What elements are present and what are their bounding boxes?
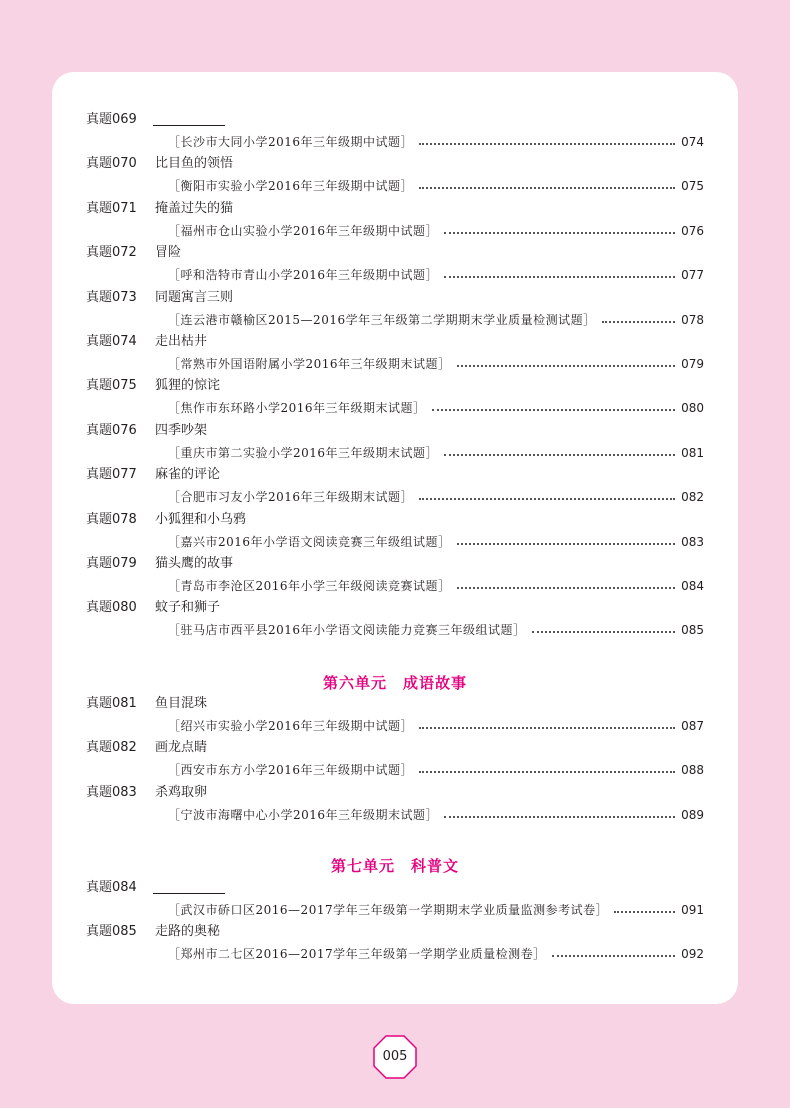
entry-source-line (168, 178, 704, 194)
entry-number: 真题073 (86, 290, 137, 305)
entry-source (168, 946, 546, 962)
bracket-open: ［ (168, 623, 181, 637)
entry-source (168, 762, 413, 778)
bracket-close: ］ (438, 357, 451, 371)
entry-number: 真题082 (86, 740, 137, 755)
bracket-close: ］ (438, 535, 451, 549)
dot-leader (614, 911, 675, 913)
entry-title: 冒险 (155, 245, 182, 260)
dot-leader (457, 543, 676, 545)
title-blank-line (153, 893, 225, 894)
dot-leader (602, 321, 675, 323)
entry-page-number: 074 (681, 135, 704, 149)
dot-leader (444, 816, 675, 818)
entry-number: 真题072 (86, 245, 137, 260)
entry-source (168, 718, 413, 734)
entry-source (168, 902, 608, 918)
dot-leader (552, 955, 675, 957)
source-text: 连云港市赣榆区2015—2016学年三年级第二学期期末学业质量检测试题 (180, 313, 584, 327)
entry-number: 真题083 (86, 785, 137, 800)
source-text: 合肥市习友小学2016年三年级期末试题 (180, 490, 401, 504)
bracket-close: ］ (400, 719, 414, 733)
bracket-open: ［ (168, 224, 181, 238)
dot-leader (419, 771, 675, 773)
bracket-close: ］ (400, 763, 414, 777)
source-text: 常熟市外国语附属小学2016年三年级期末试题 (180, 357, 439, 371)
bracket-close: ］ (425, 224, 439, 238)
entry-source-line (168, 489, 704, 505)
bracket-close: ］ (583, 313, 596, 327)
bracket-open: ［ (168, 446, 181, 460)
entry-page-number: 088 (681, 763, 704, 777)
source-text: 焦作市东环路小学2016年三年级期末试题 (180, 401, 414, 415)
entry-number: 真题075 (86, 378, 137, 393)
entry-source-line (168, 267, 704, 283)
entry-number: 真题070 (86, 156, 137, 171)
entry-page-number: 082 (681, 490, 704, 504)
bracket-open: ［ (168, 268, 181, 282)
title-blank-line (153, 125, 225, 126)
entry-source-line (168, 223, 704, 239)
entry-page-number: 075 (681, 179, 704, 193)
dot-leader (444, 454, 675, 456)
bracket-open: ［ (168, 490, 181, 504)
entry-number: 真题084 (86, 880, 137, 895)
page-number: 005 (382, 1049, 408, 1064)
entry-page-number: 083 (681, 535, 704, 549)
entry-source-line (168, 807, 704, 823)
entry-source-line (168, 902, 704, 918)
entry-title: 狐狸的惊诧 (155, 378, 221, 393)
source-text: 绍兴市实验小学2016年三年级期中试题 (180, 719, 401, 733)
bracket-close: ］ (513, 623, 526, 637)
dot-leader (457, 587, 676, 589)
entry-source-line (168, 622, 704, 638)
entry-source-line (168, 312, 704, 328)
entry-source (168, 400, 426, 416)
bracket-open: ［ (168, 135, 181, 149)
entry-title: 掩盖过失的猫 (155, 201, 234, 216)
unit-name: 成语故事 (403, 674, 468, 692)
entry-source-line (168, 356, 704, 372)
bracket-open: ［ (168, 947, 181, 961)
entry-source-line (168, 718, 704, 734)
dot-leader (457, 365, 676, 367)
bracket-open: ［ (168, 763, 181, 777)
entry-title: 四季吵架 (155, 423, 208, 438)
entry-title: 比目鱼的领悟 (155, 156, 234, 171)
source-text: 呼和浩特市青山小学2016年三年级期中试题 (180, 268, 426, 282)
entry-title: 小狐狸和小乌鸦 (155, 512, 247, 527)
entry-number: 真题074 (86, 334, 137, 349)
entry-source-line (168, 445, 704, 461)
entry-source-line (168, 946, 704, 962)
bracket-close: ］ (400, 490, 414, 504)
source-text: 福州市仓山实验小学2016年三年级期中试题 (180, 224, 426, 238)
entry-source (168, 534, 451, 550)
entry-title: 麻雀的评论 (155, 467, 221, 482)
entry-source (168, 489, 413, 505)
entry-source-line (168, 578, 704, 594)
entry-source-line (168, 534, 704, 550)
source-text: 衡阳市实验小学2016年三年级期中试题 (180, 179, 401, 193)
entry-source (168, 134, 413, 150)
dot-leader (419, 187, 675, 189)
bracket-close: ］ (425, 268, 439, 282)
dot-leader (419, 498, 675, 500)
bracket-open: ［ (168, 808, 181, 822)
entry-page-number: 087 (681, 719, 704, 733)
source-text: 西安市东方小学2016年三年级期中试题 (180, 763, 401, 777)
entry-number: 真题078 (86, 512, 137, 527)
entry-source (168, 356, 451, 372)
bracket-open: ［ (168, 719, 181, 733)
entry-title: 蚊子和狮子 (155, 600, 221, 615)
source-text: 宁波市海曙中心小学2016年三年级期末试题 (180, 808, 426, 822)
entry-title: 猫头鹰的故事 (155, 556, 234, 571)
entry-page-number: 091 (681, 903, 704, 917)
bracket-close: ］ (425, 808, 439, 822)
bracket-close: ］ (595, 903, 609, 917)
entry-source-line (168, 400, 704, 416)
entry-source (168, 178, 413, 194)
entry-page-number: 077 (681, 268, 704, 282)
bracket-close: ］ (400, 135, 414, 149)
unit-heading (0, 855, 790, 876)
source-text: 重庆市第二实验小学2016年三年级期末试题 (180, 446, 426, 460)
entry-page-number: 079 (681, 357, 704, 371)
unit-label: 第六单元 (322, 674, 387, 692)
entry-source (168, 312, 596, 328)
dot-leader (432, 409, 676, 411)
entry-source-line (168, 134, 704, 150)
source-text: 青岛市李沧区2016年小学三年级阅读竞赛试题 (180, 579, 439, 593)
entry-page-number: 080 (681, 401, 704, 415)
entry-number: 真题081 (86, 696, 137, 711)
dot-leader (444, 232, 675, 234)
entry-number: 真题079 (86, 556, 137, 571)
entry-number: 真题077 (86, 467, 137, 482)
entry-source (168, 578, 451, 594)
entry-source (168, 445, 438, 461)
bracket-open: ［ (168, 179, 181, 193)
page-number-badge (372, 1034, 418, 1080)
dot-leader (532, 631, 676, 633)
bracket-open: ［ (168, 401, 181, 415)
unit-heading (0, 672, 790, 693)
entry-title: 画龙点睛 (155, 740, 208, 755)
unit-label: 第七单元 (330, 857, 395, 875)
entry-source (168, 223, 438, 239)
entry-number: 真题085 (86, 924, 137, 939)
source-text: 长沙市大同小学2016年三年级期中试题 (180, 135, 401, 149)
entry-page-number: 084 (681, 579, 704, 593)
entry-page-number: 076 (681, 224, 704, 238)
bracket-close: ］ (413, 401, 426, 415)
bracket-close: ］ (438, 579, 451, 593)
bracket-open: ［ (168, 535, 181, 549)
entry-source (168, 622, 526, 638)
entry-number: 真题069 (86, 112, 137, 127)
entry-number: 真题071 (86, 201, 137, 216)
dot-leader (419, 143, 675, 145)
source-text: 武汉市硚口区2016—2017学年三年级第一学期期末学业质量监测参考试卷 (180, 903, 596, 917)
bracket-open: ［ (168, 903, 181, 917)
bracket-open: ［ (168, 579, 181, 593)
entry-title: 杀鸡取卵 (155, 785, 208, 800)
bracket-close: ］ (400, 179, 414, 193)
source-text: 嘉兴市2016年小学语文阅读竞赛三年级组试题 (180, 535, 439, 549)
source-text: 驻马店市西平县2016年小学语文阅读能力竞赛三年级组试题 (180, 623, 514, 637)
entry-number: 真题076 (86, 423, 137, 438)
entry-title: 同题寓言三则 (155, 290, 234, 305)
entry-title: 走路的奥秘 (155, 924, 221, 939)
bracket-close: ］ (425, 446, 439, 460)
bracket-close: ］ (533, 947, 546, 961)
entry-source (168, 807, 438, 823)
entry-page-number: 078 (681, 313, 704, 327)
dot-leader (419, 727, 675, 729)
bracket-open: ［ (168, 357, 181, 371)
bracket-open: ［ (168, 313, 181, 327)
entry-title: 鱼目混珠 (155, 696, 208, 711)
dot-leader (444, 276, 675, 278)
unit-name: 科普文 (411, 857, 460, 875)
source-text: 郑州市二七区2016—2017学年三年级第一学期学业质量检测卷 (180, 947, 534, 961)
entry-source (168, 267, 438, 283)
entry-page-number: 089 (681, 808, 704, 822)
entry-page-number: 085 (681, 623, 704, 637)
entry-number: 真题080 (86, 600, 137, 615)
entry-title: 走出枯井 (155, 334, 208, 349)
entry-source-line (168, 762, 704, 778)
entry-page-number: 081 (681, 446, 704, 460)
entry-page-number: 092 (681, 947, 704, 961)
